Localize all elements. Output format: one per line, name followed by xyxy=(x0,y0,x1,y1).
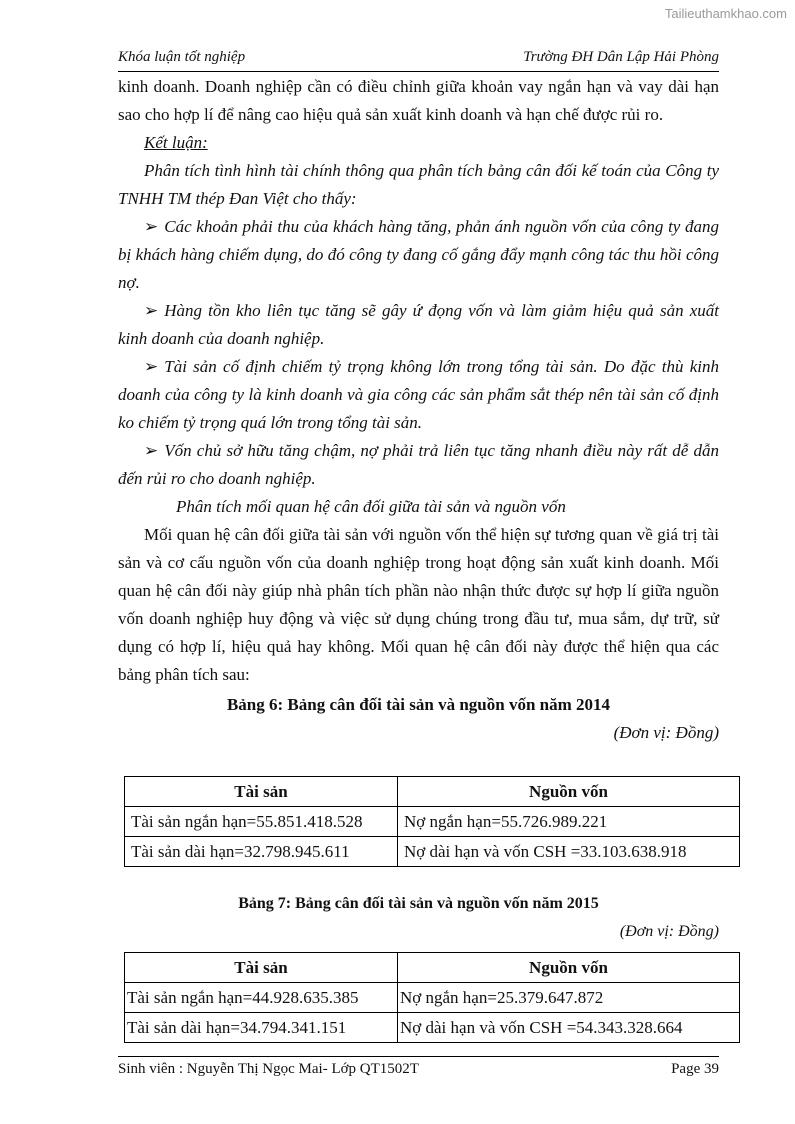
table-row xyxy=(125,1013,740,1043)
table-cell: Tài sản dài hạn=34.794.341.151 xyxy=(125,1013,398,1043)
bullet-item xyxy=(118,213,719,297)
arrow-bullet-icon: ➢ xyxy=(144,301,159,320)
table-cell: Tài sản ngắn hạn=55.851.418.528 xyxy=(125,807,398,837)
table-cell: Tài sản ngắn hạn=44.928.635.385 xyxy=(125,983,398,1013)
header-rule xyxy=(118,71,719,72)
bullet-text: Vốn chủ sở hữu tăng chậm, nợ phải trả liên tục tăng nhanh điều này rất dễ dẫn đến rủi ro cho doanh nghiệp. xyxy=(118,441,719,488)
footer-left: Sinh viên : Nguyễn Thị Ngọc Mai- Lớp QT1502T xyxy=(118,1061,419,1077)
bullet-text: Tài sản cố định chiếm tỷ trọng không lớn trong tổng tài sản. Do đặc thù kinh doanh của công ty là kinh doanh và gia công các sản phẩm sắt thép nên tài sản cố định ko chiếm tỷ trọng quá lớn trong tổng tài sản. xyxy=(118,357,719,432)
table-row xyxy=(125,807,740,837)
bullet-text: Các khoản phải thu của khách hàng tăng, phản ánh nguồn vốn của công ty đang bị khách hàng chiếm dụng, do đó công ty đang cố gắng đẩy mạnh công tác thu hồi công nợ. xyxy=(118,217,719,292)
page-number: Page 39 xyxy=(671,1061,719,1077)
table7-caption: Bảng 7: Bảng cân đối tài sản và nguồn vốn năm 2015 xyxy=(238,895,599,912)
arrow-bullet-icon: ➢ xyxy=(144,441,159,460)
table-row xyxy=(125,983,740,1013)
bullet-item xyxy=(118,297,719,353)
bullet-text: Hàng tồn kho liên tục tăng sẽ gây ứ đọng vốn và làm giảm hiệu quả sản xuất kinh doanh của doanh nghiệp. xyxy=(118,301,719,348)
table6-caption: Bảng 6: Bảng cân đối tài sản và nguồn vốn năm 2014 xyxy=(226,695,611,714)
watermark: Tailieuthamkhao.com xyxy=(664,6,787,21)
conclusion-label-text: Kết luận: xyxy=(144,133,208,152)
table6-unit: (Đơn vị: Đồng) xyxy=(613,723,719,742)
table-cell: Nợ ngắn hạn=55.726.989.221 xyxy=(398,807,740,837)
table-header-cell: Tài sản xyxy=(125,953,398,983)
arrow-bullet-icon: ➢ xyxy=(144,357,159,376)
table-header-cell: Tài sản xyxy=(125,777,398,807)
section-subheading: Phân tích mối quan hệ cân đối giữa tài sản và nguồn vốn xyxy=(176,497,566,516)
table-header-row xyxy=(125,777,740,807)
table6 xyxy=(124,776,740,867)
arrow-bullet-icon: ➢ xyxy=(144,217,159,236)
analysis-paragraph: Mối quan hệ cân đối giữa tài sản với nguồn vốn thể hiện sự tương quan về giá trị tài sản và cơ cấu nguồn vốn của doanh nghiệp trong hoạt động sản xuất kinh doanh. Mối quan hệ cân đối này giúp nhà phân tích phần nào nhận thức được sự hợp lí giữa nguồn vốn doanh nghiệp huy động và việc sử dụng chúng trong đầu tư, mua sắm, dự trữ, sử dụng có hợp lí, hiệu quả hay không. Mối quan hệ cân đối này được thể hiện qua các bảng phân tích sau: xyxy=(118,525,719,684)
bullet-item xyxy=(118,437,719,493)
document-body xyxy=(118,73,719,747)
table-cell: Nợ dài hạn và vốn CSH =54.343.328.664 xyxy=(398,1013,740,1043)
bullet-item xyxy=(118,353,719,437)
page-header xyxy=(118,48,719,66)
table-header-cell: Nguồn vốn xyxy=(398,953,740,983)
conclusion-label xyxy=(118,129,719,157)
table7 xyxy=(124,952,740,1043)
header-left: Khóa luận tốt nghiệp xyxy=(118,49,246,65)
table-cell: Nợ ngắn hạn=25.379.647.872 xyxy=(398,983,740,1013)
table7-unit: (Đơn vị: Đồng) xyxy=(619,923,719,940)
table-row xyxy=(125,837,740,867)
page-footer xyxy=(118,1056,719,1078)
intro-paragraph: kinh doanh. Doanh nghiệp cần có điều chỉnh giữa khoản vay ngắn hạn và vay dài hạn sao cho hợp lí để nâng cao hiệu quả sản xuất kinh doanh và hạn chế được rủi ro. xyxy=(118,77,719,124)
table-cell: Nợ dài hạn và vốn CSH =33.103.638.918 xyxy=(398,837,740,867)
header-right: Trường ĐH Dân Lập Hải Phòng xyxy=(523,49,719,65)
table-header-cell: Nguồn vốn xyxy=(398,777,740,807)
conclusion-lead: Phân tích tình hình tài chính thông qua phân tích bảng cân đối kế toán của Công ty TNHH TM thép Đan Việt cho thấy: xyxy=(118,161,719,208)
table-header-row xyxy=(125,953,740,983)
table-cell: Tài sản dài hạn=32.798.945.611 xyxy=(125,837,398,867)
